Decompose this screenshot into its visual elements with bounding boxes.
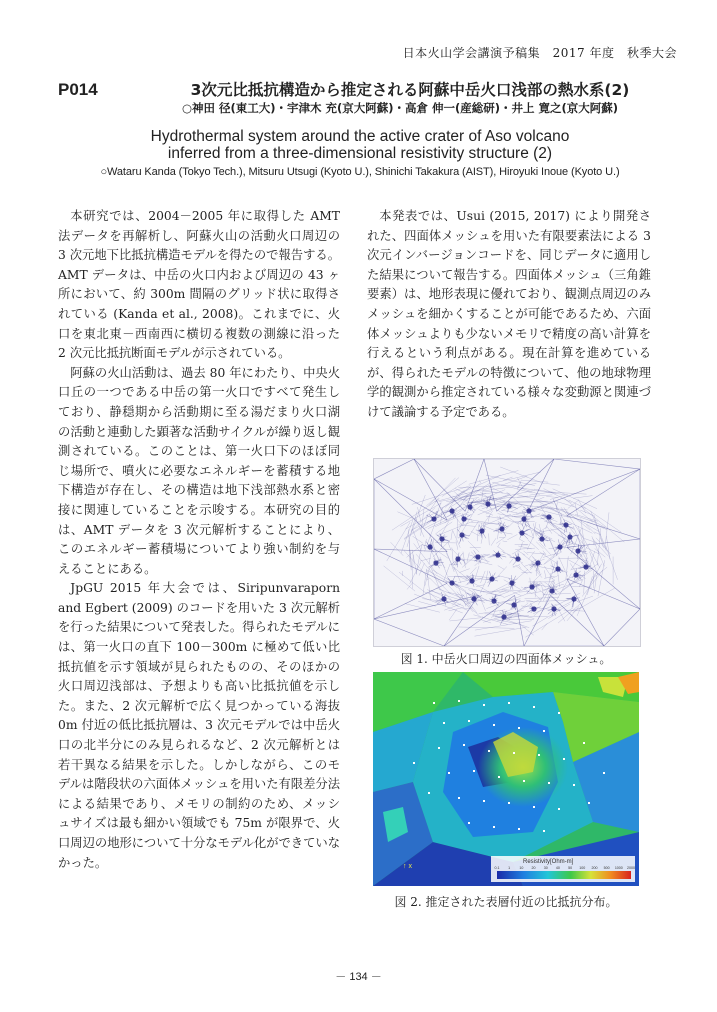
mesh-edge [384,566,415,591]
station-node [551,606,556,611]
station-marker [463,744,465,746]
station-marker [428,792,430,794]
mesh-edge [374,549,447,552]
mesh-edge [486,475,535,486]
station-node [449,580,454,585]
station-marker [413,762,415,764]
mesh-edge [410,562,421,584]
mesh-edge [568,560,580,567]
station-node [495,552,500,557]
mesh-edge [575,504,578,516]
colorbar-tick-label: 30 [543,866,548,870]
station-node [539,536,544,541]
mesh-edge [475,627,527,636]
mesh-svg [374,459,640,646]
station-node [546,514,551,519]
mesh-edge [573,496,592,499]
figure-1-mesh [373,458,641,647]
mesh-edge [446,553,455,571]
station-marker [573,784,575,786]
mesh-edge [414,594,462,613]
station-marker [558,712,560,714]
station-marker [483,800,485,802]
colorbar-tick-label: 200 [591,866,598,870]
mesh-edge [533,593,541,601]
mesh-edge [527,537,533,550]
mesh-edge [499,590,507,593]
mesh-edge [423,514,428,527]
station-node [479,528,484,533]
mesh-edge [519,539,524,542]
station-node [459,532,464,537]
station-marker [603,772,605,774]
mesh-edge [485,614,529,616]
mesh-edge [421,509,424,536]
mesh-edge [509,601,525,604]
mesh-edge [545,483,559,485]
paragraph-1: 本研究では、2004－2005 年に取得した AMT 法データを再解析し、阿蘇火山の活動火口周辺の 3 次元地下比抵抗構造モデルを得たので報告する。AMT データは、中岳の火口内および周辺の 43 ヶ所において、約 300m 間隔のグリッド状に取得されている (Kanda et al., 2008)。これまでに、火口を東北東－西南西に横切る複数の測線に沿った 2 次元比抵抗断面モデルが示されている。 [58,209,340,361]
station-node [521,516,526,521]
english-authors: ○Wataru Kanda (Tokyo Tech.), Mitsuru Utsugi (Kyoto U.), Shinichi Takakura (AIST), Hiroyuki Inoue (Kyoto U.) [100,166,620,178]
station-marker [468,720,470,722]
mesh-edge [507,534,517,539]
station-node [475,554,480,559]
mesh-edge [604,609,640,646]
mesh-edge [491,538,496,545]
station-node [431,516,436,521]
station-marker [548,782,550,784]
mesh-edge [567,579,640,609]
mesh-edge [483,554,485,555]
mesh-edge [412,486,470,505]
station-node [491,598,496,603]
mesh-edge [464,514,470,515]
station-marker [438,747,440,749]
mesh-edge [498,566,504,570]
mesh-edge [546,496,558,497]
english-title-line2: inferred from a three-dimensional resistivity structure (2) [167,145,553,162]
mesh-edge [468,541,479,552]
mesh-edge [577,573,595,616]
mesh-edge [479,595,486,611]
mesh-edge [546,526,552,534]
mesh-edge [448,543,451,551]
station-node [499,526,504,531]
station-node [555,566,560,571]
english-title [70,128,650,162]
colorbar-tick-label: 1000 [614,866,623,870]
mesh-edge [444,595,479,646]
paragraph-2: 阿蘇の火山活動は、過去 80 年にわたり、中央火口丘の一つである中岳の第一火口ですべて発生しており、静穏期から活動期に至る湯だまり火口湖の活動と連動した顕著な活動サイクルが繰り返し観測されている。このことは、第一火口下のほぼ同じ場所で、噴火に必要なエネルギーを蓄積する地下構造が存在し、その構造は地下浅部熱水系と密接に関連していることを示唆する。本研究の目的は、AMT データを 3 次元解析することにより、このエネルギー蓄積場についてより強い制約を与えることにある。 [58,365,340,576]
mesh-edge [449,609,456,620]
figure-1-caption: 図 1. 中岳火口周辺の四面体メッシュ。 [400,652,612,666]
mesh-edge [457,519,458,539]
mesh-edge [485,571,487,583]
mesh-edge [478,509,492,515]
mesh-edge [431,590,464,606]
station-node [535,560,540,565]
figure-2-resistivity-map [373,672,639,886]
mesh-edge [515,548,535,549]
station-node [567,534,572,539]
station-node [571,596,576,601]
mesh-edge [544,552,561,564]
mesh-edge [493,602,499,616]
mesh-edge [452,547,453,563]
colorbar-tick-label: 40 [555,866,560,870]
paragraph-3: JpGU 2015 年大会では、Siripunvaraporn and Egbert (2009) のコードを用いた 3 次元解析を行った結果について発表した。得られたモデルには、第一火口の直下 100－300m に極めて低い比抵抗値を示す領域が見られたものの、そのほかの火口周辺浅部は、予想よりも高い比抵抗値を示した。また、2 次元解析で広く見つかっている海抜 0m 付近の低比抵抗層は、3 次元モデルでは中岳火口の北半分にのみ見られるなど、2 次元解析とは若干異なる結果を示した。しかしながら、このモデルは階段状の六面体メッシュを用いた有限差分法による結果であり、メモリの制約のため、メッシュサイズは最も細かい領域でも 75m が限界で、火口周辺の地形について十分なモデル化ができていなかった。 [58,581,340,870]
mesh-edge [374,583,447,619]
station-marker [558,808,560,810]
station-marker [458,700,460,702]
mesh-edge [554,459,640,469]
mesh-edge [583,506,621,532]
mesh-edge [557,574,571,600]
station-marker [523,780,525,782]
station-node [467,504,472,509]
mesh-edge [500,516,503,526]
mesh-edge [593,542,594,545]
mesh-edge [555,501,574,507]
station-marker [443,722,445,724]
station-node [531,606,536,611]
mesh-edge [536,497,544,500]
mesh-edge [498,510,519,525]
station-node [469,578,474,583]
station-marker [473,770,475,772]
mesh-edge [450,618,481,621]
mesh-edge [550,507,595,523]
mesh-edge [477,525,478,541]
mesh-edge [441,549,451,550]
mesh-edge [448,592,463,596]
station-marker [583,742,585,744]
right-column [367,207,651,423]
mesh-edge [418,601,435,606]
mesh-edge [489,533,490,545]
mesh-edge [547,520,566,537]
mesh-edge [374,619,444,646]
colorbar-tick-label: 10 [519,866,524,870]
mesh-edge [553,489,597,509]
japanese-title: 3次元比抵抗構造から推定される阿蘇中岳火口浅部の熱水系(2) [190,81,630,99]
mesh-edge [503,587,528,597]
mesh-edge [544,489,572,503]
station-node [519,530,524,535]
mesh-edge [416,554,442,584]
mesh-edge [524,595,551,646]
mesh-edge [537,506,568,510]
mesh-edge [413,530,422,552]
mesh-edge [517,495,552,498]
station-node [573,572,578,577]
mesh-edge [597,528,601,565]
station-marker [468,822,470,824]
mesh-edge [502,551,511,555]
station-node [563,522,568,527]
station-marker [448,772,450,774]
station-node [471,596,476,601]
mesh-edge [451,531,452,540]
station-node [549,588,554,593]
mesh-edge [498,576,515,580]
colorbar-tick-label: 1 [508,866,511,870]
mesh-edge [500,494,511,500]
colorbar [497,871,631,879]
mesh-edge [511,485,539,495]
station-marker [538,754,540,756]
station-marker [513,752,515,754]
mesh-edge [580,596,593,601]
mesh-edge [446,499,480,517]
mesh-edge [587,576,592,595]
mesh-edge [479,480,481,483]
mesh-edge [606,545,618,579]
mesh-edge [497,543,500,547]
station-marker [508,702,510,704]
colorbar-tick-label: 20 [531,866,536,870]
mesh-edge [401,520,413,553]
station-node [575,548,580,553]
mesh-edge [459,569,469,573]
conference-header: 日本火山学会講演予稿集 2017 年度 秋季大会 [402,46,677,60]
mesh-edge [476,585,484,587]
mesh-edge [543,551,546,555]
mesh-edge [453,530,461,547]
mesh-edge [503,541,508,542]
mesh-edge [499,567,507,575]
colorbar-tick-label: 50 [568,866,573,870]
mesh-edge [472,582,491,593]
mesh-edge [566,572,568,573]
station-marker [533,706,535,708]
mesh-edge [566,556,568,580]
mesh-edge [419,563,424,575]
mesh-edge [536,587,545,595]
mesh-edge [595,567,607,576]
paper-id: P014 [58,80,98,99]
mesh-edge [525,608,572,637]
mesh-edge [578,499,586,513]
station-node [511,602,516,607]
mesh-edge [521,542,523,549]
paragraph-4: 本発表では、Usui (2015, 2017) により開発された、四面体メッシュを用いた有限要素法による 3 次元インバージョンコードを、同じデータに適用した結果について報告する。四面体メッシュ（三角錐要素）は、地形表現に優れており、観測点周辺のみメッシュを細かくすることが可能であるため、六面体メッシュよりも少ないメモリで精度の高い計算を行えるという利点がある。現在計算を進めているが、得られたモデルの特徴について、他の地球物理学的観測から推定されている様々な変動源と関連づけて議論する予定である。 [367,209,651,419]
mesh-edge [437,521,473,536]
page-number: － 134 － [335,971,382,983]
station-marker [563,758,565,760]
left-column [58,207,340,873]
station-marker [508,802,510,804]
mesh-edge [514,569,527,581]
station-node [529,584,534,589]
mesh-edge [515,595,524,646]
colorbar-tick-label: 2000 [627,866,635,870]
mesh-edge [509,559,512,563]
mesh-edge [422,599,442,602]
english-title-line1: Hydrothermal system around the active crater of Aso volcano [150,128,570,145]
station-marker [518,727,520,729]
mesh-edge [507,554,523,563]
mesh-edge [572,586,592,587]
station-node [461,516,466,521]
mesh-edge [581,507,624,542]
station-marker [493,724,495,726]
mesh-edge [592,539,608,557]
station-marker [458,797,460,799]
station-marker [518,828,520,830]
mesh-edge [519,591,530,592]
axis-indicator: ↑ x [403,863,412,870]
mesh-edge [414,459,465,511]
station-node [501,614,506,619]
mesh-edge [540,552,558,564]
mesh-edge [591,511,607,549]
station-node [449,508,454,513]
mesh-edge [559,610,565,622]
mesh-edge [594,516,603,548]
station-node [557,544,562,549]
station-marker [488,750,490,752]
station-node [509,580,514,585]
mesh-edge [579,559,589,562]
station-node [441,596,446,601]
mesh-edge [524,551,529,555]
mesh-edge [502,590,520,591]
resistivity-svg [373,672,639,886]
mesh-edge [579,580,582,587]
japanese-authors: ○神田 径(東工大)・宇津木 充(京大阿蘇)・高倉 伸一(産総研)・井上 寛之(京大阿蘇) [181,101,619,115]
mesh-edge [453,567,468,579]
mesh-edge [427,570,431,600]
station-marker [533,806,535,808]
station-marker [543,730,545,732]
mesh-edge [454,567,461,583]
station-node [526,508,531,513]
station-marker [588,802,590,804]
mesh-edge [540,516,566,535]
mesh-edge [430,546,448,559]
colorbar-tick-label: 500 [603,866,610,870]
station-node [489,576,494,581]
mesh-edge [551,595,604,646]
mesh-edge [501,476,527,485]
mesh-edge [387,522,410,561]
station-marker [483,704,485,706]
mesh-edge [526,600,533,601]
colorbar-tick-label: 100 [579,866,586,870]
mesh-edge [374,459,414,479]
mesh-edge [470,567,476,574]
colorbar-tick-label: 0.1 [494,866,500,870]
mesh-edge [560,509,599,531]
station-node [427,544,432,549]
figure-2-caption: 図 2. 推定された表層付近の比抵抗分布。 [394,895,618,909]
mesh-edge [527,592,541,594]
station-node [455,556,460,561]
station-node [506,503,511,508]
mesh-edge [467,553,469,563]
mesh-edge [501,510,517,513]
mesh-edge [567,579,604,646]
mesh-edge [590,520,605,528]
mesh-edge [505,522,514,530]
mesh-edge [544,566,554,581]
mesh-edge [544,570,546,578]
station-marker [433,702,435,704]
station-node [439,536,444,541]
station-marker [543,830,545,832]
mesh-edge [521,480,549,482]
mesh-edge [471,531,480,536]
mesh-edge [457,587,485,603]
station-marker [493,826,495,828]
colorbar-title: Resistivity[Ohm-m] [523,859,574,865]
station-node [485,501,490,506]
mesh-edge [558,558,578,559]
station-marker [498,776,500,778]
mesh-edge [471,523,501,524]
mesh-edge [568,501,578,509]
mesh-edge [436,522,452,534]
station-node [515,556,520,561]
station-node [433,560,438,565]
station-node [583,564,588,569]
